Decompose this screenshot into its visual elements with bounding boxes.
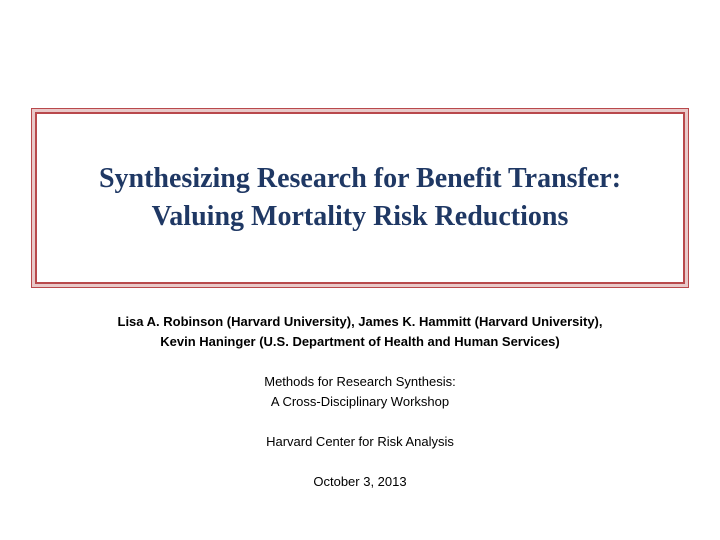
spacer (60, 452, 660, 472)
title-line-1: Synthesizing Research for Benefit Transfer: (98, 163, 622, 194)
event-line-1: Methods for Research Synthesis: (264, 374, 456, 389)
spacer (60, 412, 660, 432)
authors-line-2: Kevin Haninger (U.S. Department of Health and Human Services) (160, 334, 560, 349)
slide-title (99, 160, 621, 236)
slide-body (60, 312, 660, 492)
spacer (60, 352, 660, 372)
event-line-2: A Cross-Disciplinary Workshop (270, 394, 450, 409)
host-organization: Harvard Center for Risk Analysis (266, 434, 454, 449)
title-box (35, 112, 685, 284)
title-line-2: Valuing Mortality Risk Reductions (151, 201, 569, 232)
event-date: October 3, 2013 (313, 474, 407, 489)
authors-line-1: Lisa A. Robinson (Harvard University), James K. Hammitt (Harvard University), (117, 314, 603, 329)
